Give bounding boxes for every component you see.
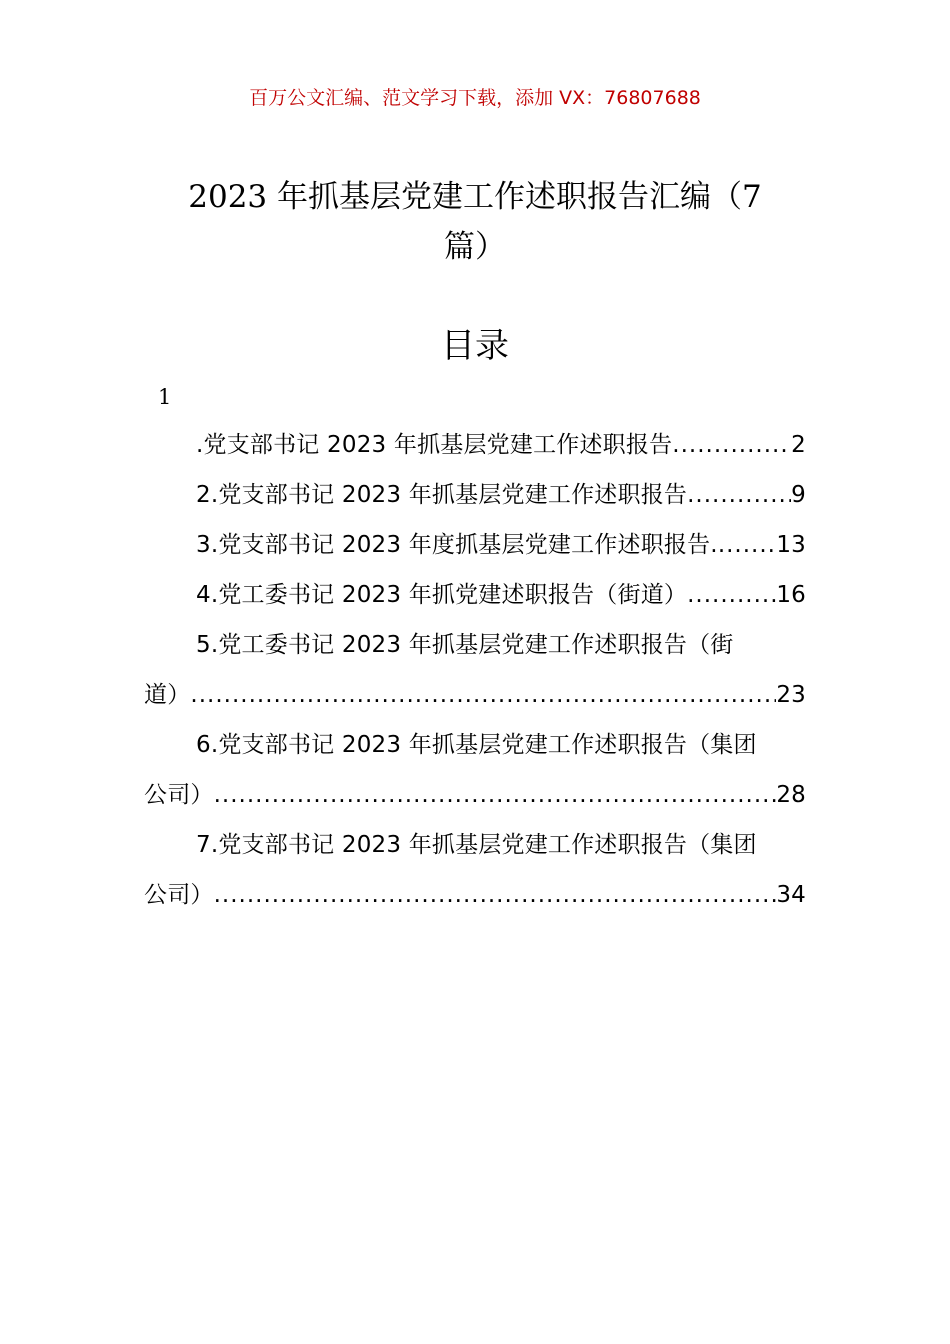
- toc-entry-7[interactable]: [144, 820, 806, 920]
- toc-page-number: 28: [776, 782, 806, 808]
- toc-leader-dots: [687, 570, 776, 620]
- toc-list: [144, 420, 806, 920]
- toc-entry-6[interactable]: [144, 720, 806, 820]
- toc-leader-dots: [718, 520, 777, 570]
- toc-leader-dots: [672, 420, 791, 470]
- toc-page-number: 13: [776, 532, 806, 558]
- toc-entry-2[interactable]: [144, 470, 806, 520]
- toc-page-number: 23: [776, 682, 806, 708]
- toc-page-number: 34: [776, 882, 806, 908]
- toc-entry-text-continued: 道）: [144, 682, 191, 708]
- toc-leader-dots: [687, 470, 791, 520]
- toc-entry-3[interactable]: [144, 520, 806, 570]
- toc-page-number: 16: [776, 582, 806, 608]
- toc-entry-text: .党支部书记 2023 年抓基层党建工作述职报告: [196, 432, 673, 458]
- toc-page-number: 9: [791, 482, 806, 508]
- toc-leader-dots: [214, 770, 777, 820]
- header-note: 百万公文汇编、范文学习下载，添加 VX：76807688: [249, 87, 701, 109]
- toc-entry-text: 7.党支部书记 2023 年抓基层党建工作述职报告（集团: [196, 832, 757, 858]
- toc-entry-text-continued: 公司）: [144, 782, 214, 808]
- document-title-line-2: 篇）: [444, 229, 506, 265]
- toc-marker: 1: [158, 385, 172, 409]
- toc-entry-text-continued: 公司）: [144, 882, 214, 908]
- toc-heading: 目录: [441, 326, 509, 366]
- document-title: [150, 172, 800, 272]
- toc-entry-text: 2.党支部书记 2023 年抓基层党建工作述职报告: [196, 482, 688, 508]
- toc-leader-dots: [214, 870, 777, 920]
- toc-entry-5[interactable]: [144, 620, 806, 720]
- toc-entry-text: 6.党支部书记 2023 年抓基层党建工作述职报告（集团: [196, 732, 757, 758]
- toc-leader-dots: [190, 670, 776, 720]
- toc-entry-1[interactable]: [144, 420, 806, 470]
- document-title-line-1: 2023 年抓基层党建工作述职报告汇编（7: [188, 179, 762, 215]
- toc-entry-text: 3.党支部书记 2023 年度抓基层党建工作述职报告.: [196, 532, 718, 558]
- toc-entry-4[interactable]: [144, 570, 806, 620]
- toc-page-number: 2: [791, 432, 806, 458]
- toc-entry-text: 5.党工委书记 2023 年抓基层党建工作述职报告（街: [196, 632, 734, 658]
- toc-entry-text: 4.党工委书记 2023 年抓党建述职报告（街道）: [196, 582, 688, 608]
